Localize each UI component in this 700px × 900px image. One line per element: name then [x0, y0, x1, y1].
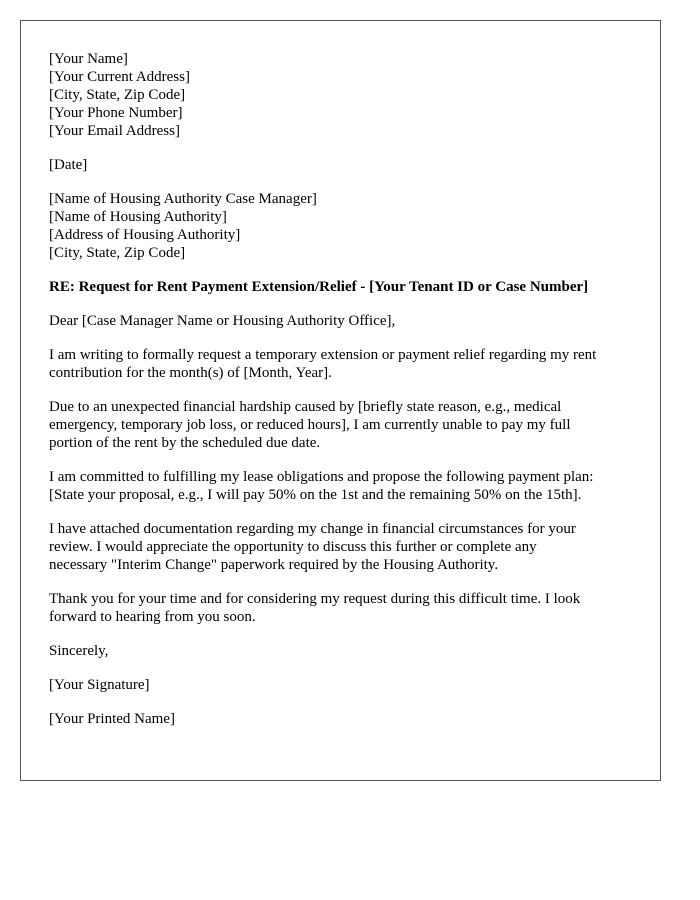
body-line: I am committed to fulfilling my lease obligations and propose the following payment plan: [49, 469, 594, 485]
recipient-authority: [Name of Housing Authority] [49, 209, 227, 225]
sender-block [49, 50, 650, 140]
date [49, 156, 650, 174]
paragraph-thanks [49, 590, 650, 626]
body-line: contribution for the month(s) of [Month, Year]. [49, 365, 332, 381]
recipient-city: [City, State, Zip Code] [49, 245, 186, 261]
sender-name: [Your Name] [49, 51, 128, 67]
recipient-manager: [Name of Housing Authority Case Manager] [49, 191, 317, 207]
signature [49, 676, 650, 694]
body-line: I am writing to formally request a temporary extension or payment relief regarding my rent [49, 347, 597, 363]
sender-city: [City, State, Zip Code] [49, 87, 186, 103]
body-line: emergency, temporary job loss, or reduced hours], I am currently unable to pay my full [49, 417, 571, 433]
paragraph-documentation [49, 520, 650, 574]
sender-email: [Your Email Address] [49, 123, 180, 139]
signature-text: [Your Signature] [49, 677, 150, 693]
subject-text: RE: Request for Rent Payment Extension/Relief - [Your Tenant ID or Case Number] [49, 279, 589, 295]
paragraph-request [49, 346, 650, 382]
sender-address: [Your Current Address] [49, 69, 190, 85]
salutation [49, 312, 650, 330]
body-line: [State your proposal, e.g., I will pay 50% on the 1st and the remaining 50% on the 15th]. [49, 487, 582, 503]
body-line: necessary "Interim Change" paperwork required by the Housing Authority. [49, 557, 499, 573]
paragraph-hardship [49, 398, 650, 452]
date-text: [Date] [49, 157, 88, 173]
paragraph-payment-plan [49, 468, 650, 504]
closing [49, 642, 650, 660]
body-line: I have attached documentation regarding my change in financial circumstances for your [49, 521, 576, 537]
recipient-block [49, 190, 650, 262]
body-line: Thank you for your time and for considering my request during this difficult time. I look [49, 591, 581, 607]
body-line: forward to hearing from you soon. [49, 609, 256, 625]
body-line: Due to an unexpected financial hardship caused by [briefly state reason, e.g., medical [49, 399, 562, 415]
letter-page [20, 20, 661, 781]
subject-line [49, 278, 650, 296]
printed-name [49, 710, 650, 728]
body-line: portion of the rent by the scheduled due date. [49, 435, 321, 451]
letter-content [49, 50, 650, 744]
sender-phone: [Your Phone Number] [49, 105, 183, 121]
recipient-address: [Address of Housing Authority] [49, 227, 241, 243]
body-line: review. I would appreciate the opportunity to discuss this further or complete any [49, 539, 537, 555]
closing-text: Sincerely, [49, 643, 109, 659]
salutation-text: Dear [Case Manager Name or Housing Authority Office], [49, 313, 396, 329]
printed-name-text: [Your Printed Name] [49, 711, 175, 727]
